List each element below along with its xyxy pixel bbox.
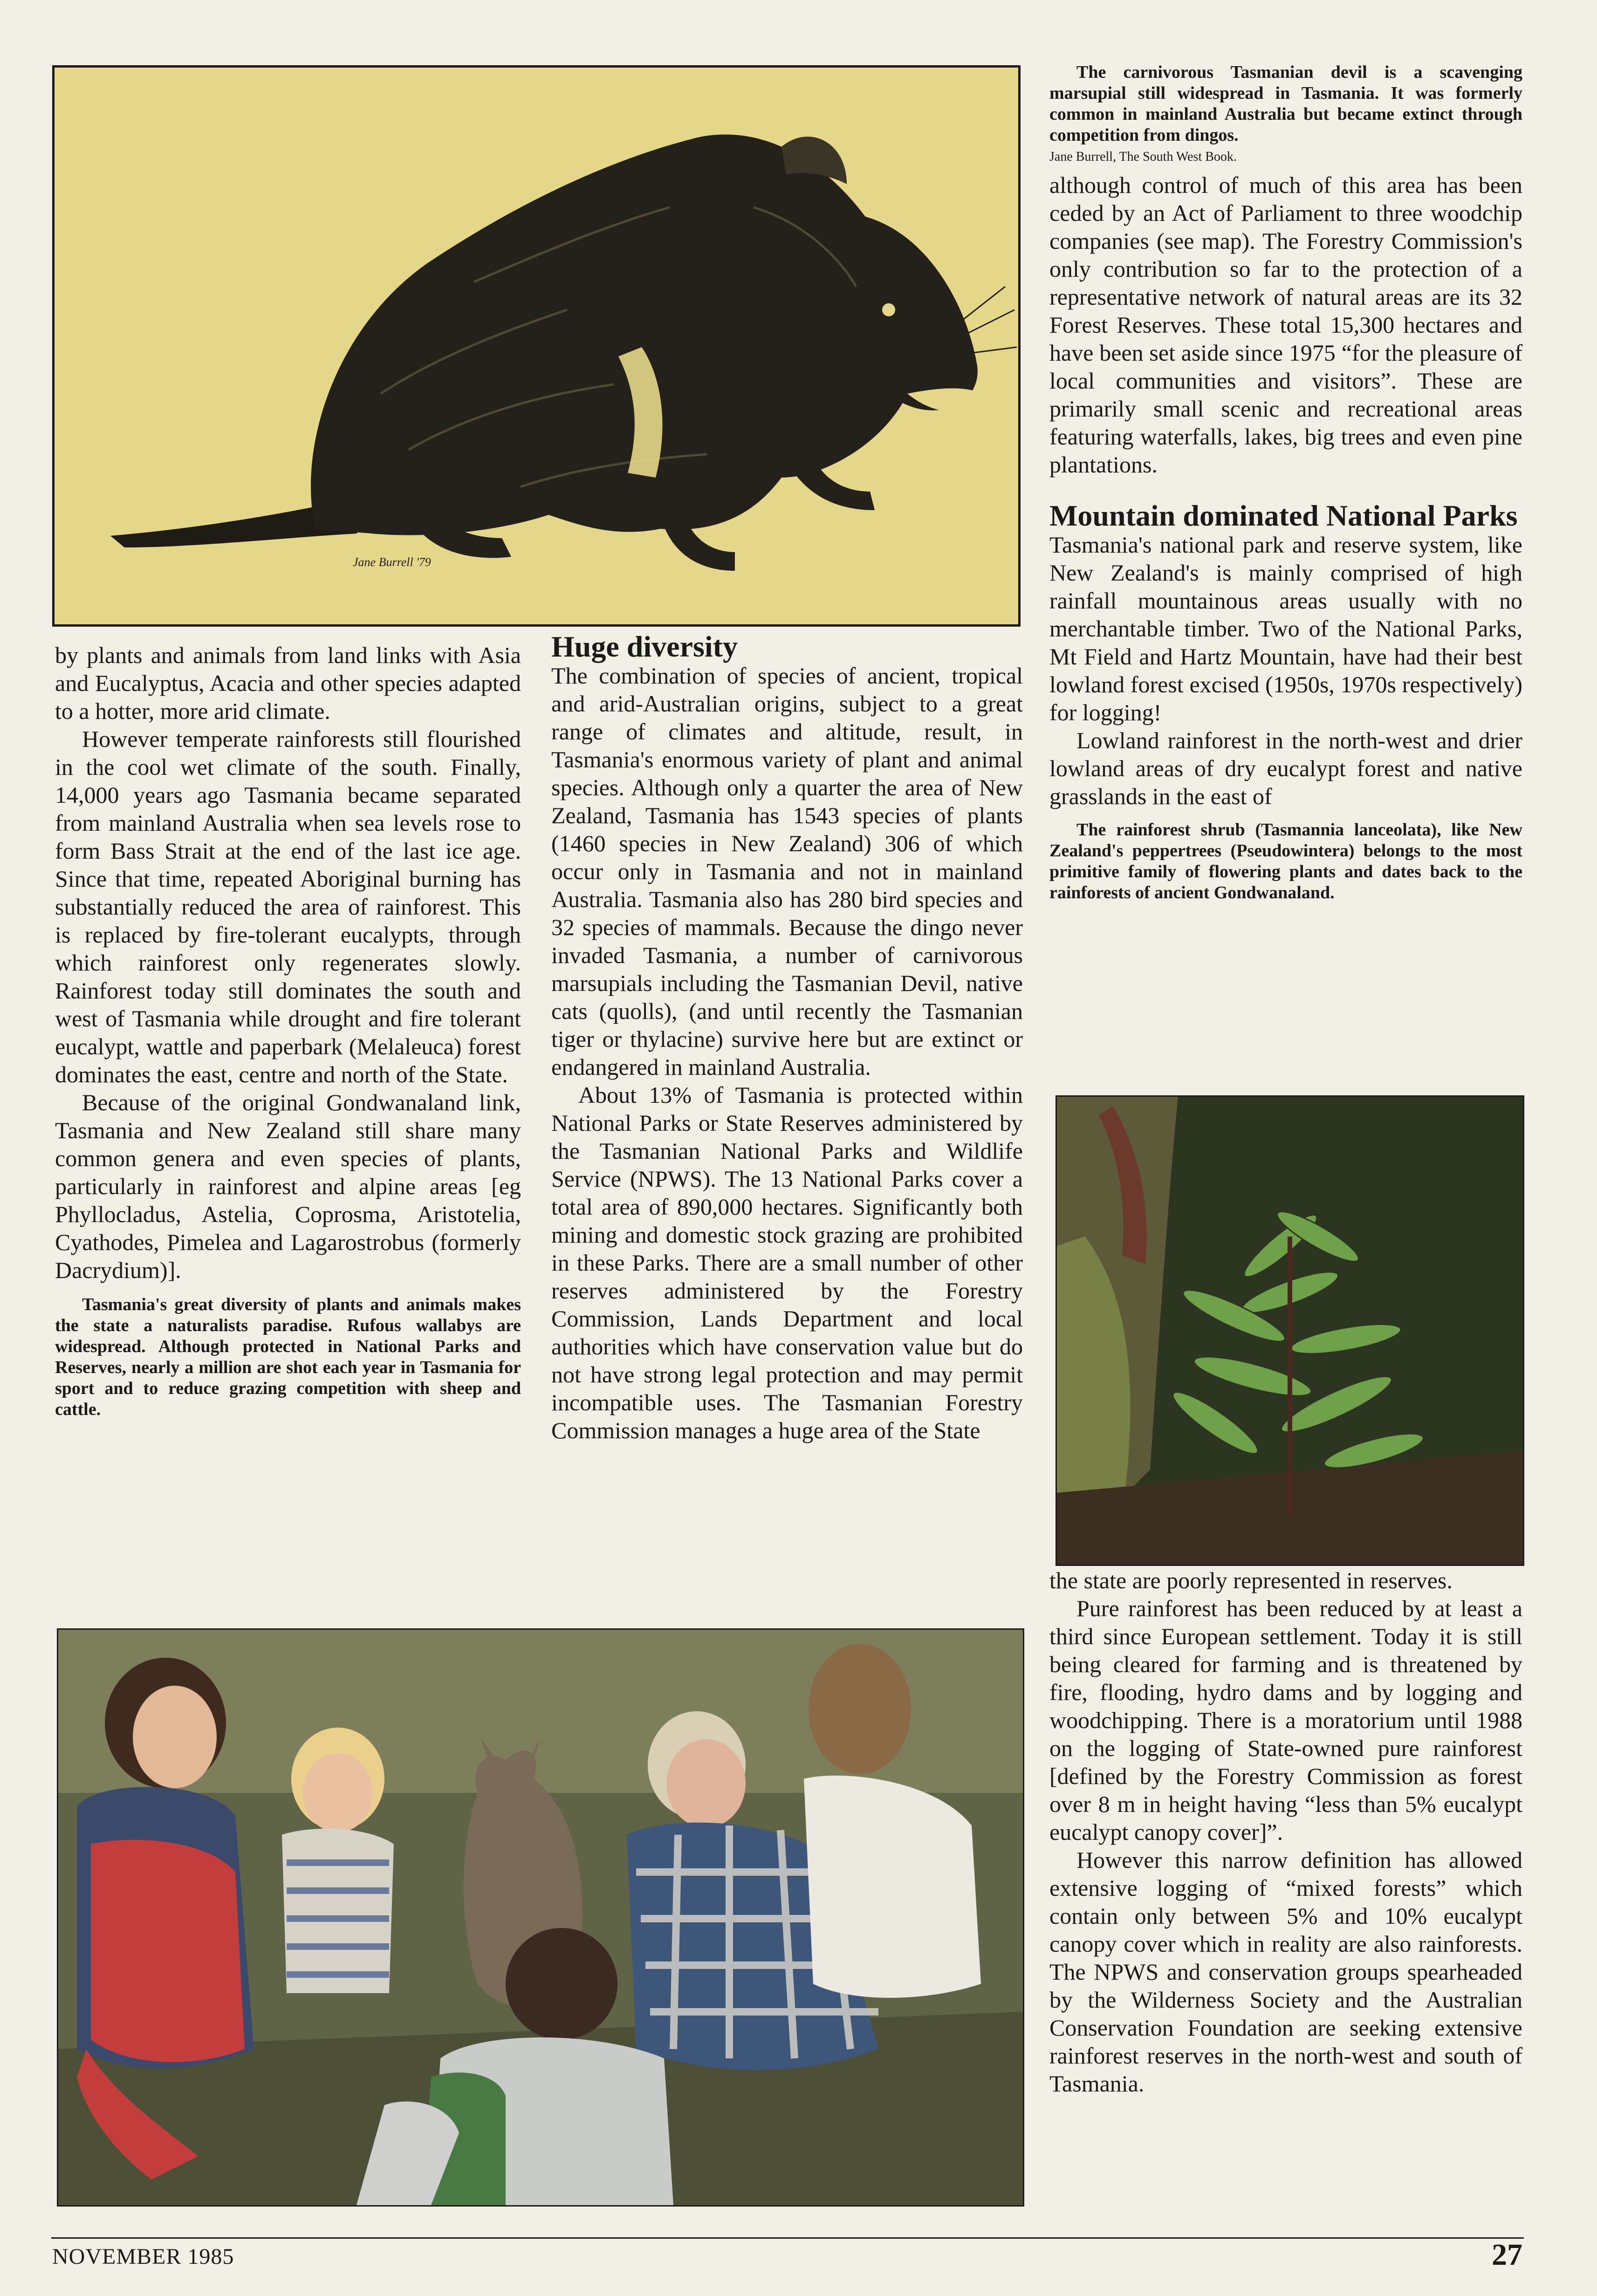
column-one	[55, 641, 521, 1420]
tasmanian-devil-illustration	[52, 65, 1021, 627]
col2-paragraph-2: About 13% of Tasmania is protected within National Parks or State Reserves administered by the Tasmanian National Parks and Wildlife Service (NPWS). The 13 National Parks cover a total area of 890,000 hectares. Significantly both mining and domestic stock grazing are prohibited in these Parks. There are a small number of other reserves administered by the Forestry Commission, Lands Department and local authorities which have conservation value but do not have strong legal protection and may permit incompatible uses. The Tasmanian Forestry Commission manages a huge area of the State	[551, 1082, 1023, 1443]
column-three	[1049, 62, 1522, 903]
col2-paragraph-1: The combination of species of ancient, tropical and arid-Australian origins, subject to a great range of climates and altitude, result, in Tasmania's enormous variety of plant and animal species. Although only a quarter the area of New Zealand, Tasmania has 1543 species of plants (1460 species in New Zealand) 306 of which occur only in Tasmania and not in mainland Australia. Tasmania also has 280 bird species and 32 species of mammals. Because the dingo never invaded Tasmania, a number of carnivorous marsupials including the Tasmanian Devil, native cats (quolls), (and until recently the Tasmanian tiger or thylacine) survive here but are extinct or endangered in mainland Australia.	[551, 663, 1023, 1080]
col3-paragraph-6: However this narrow definition has allowed extensive logging of “mixed forests” which contain only between 5% and 10% eucalypt canopy cover which in reality are also rainforests. The NPWS and conservation groups spearheaded by the Wilderness Society and the Australian Conservation Foundation are seeking extensive rainforest reserves in the north-west and south of Tasmania.	[1049, 1847, 1522, 2097]
page-number: 27	[1492, 2238, 1522, 2272]
shrub-caption: The rainforest shrub (Tasmannia lanceolata), like New Zealand's peppertrees (Pseudowintera) belongs to the most primitive family of flowering plants and dates back to the rainforests of ancient Gondwanaland.	[1049, 820, 1522, 902]
col3-paragraph-3: Lowland rainforest in the north-west and drier lowland areas of dry eucalypt forest and native grasslands in the east of	[1049, 727, 1522, 809]
column-three-continued	[1049, 1566, 1522, 2098]
devil-caption: The carnivorous Tasmanian devil is a scavenging marsupial still widespread in Tasmania. It was formerly common in mainland Australia but became extinct through competition from dingos.	[1049, 62, 1522, 145]
rainforest-shrub-photo	[1056, 1095, 1524, 1566]
col3-paragraph-2: Tasmania's national park and reserve system, like New Zealand's is mainly comprised of high rainfall mountainous areas usually with no merchantable timber. Two of the National Parks, Mt Field and Hartz Mountain, have had their best lowland forest excised (1950s, 1970s respectively) for logging!	[1049, 532, 1522, 725]
family-with-wallaby-photo	[57, 1628, 1024, 2207]
column-two	[551, 632, 1023, 1444]
heading-mountain-dominated-national-parks: Mountain dominated National Parks	[1049, 499, 1518, 532]
wallaby-caption: Tasmania's great diversity of plants and animals makes the state a naturalists paradise. Rufous wallabys are widespread. Although protected in National Parks and Reserves, nearly a million are shot each year in Tasmania for sport and to reduce grazing competition with sheep and cattle.	[55, 1295, 521, 1419]
heading-huge-diversity: Huge diversity	[551, 630, 738, 663]
col1-paragraph-1: by plants and animals from land links with Asia and Eucalyptus, Acacia and other species adapted to a hotter, more arid climate.	[55, 642, 521, 724]
artist-signature: Jane Burrell '79	[353, 555, 431, 569]
col1-paragraph-2: However temperate rainforests still flourished in the cool wet climate of the south. Finally, 14,000 years ago Tasmania became separated from mainland Australia when sea levels rose to form Bass Strait at the end of the last ice age. Since that time, repeated Aboriginal burning has substantially reduced the area of rainforest. This is replaced by fire-tolerant eucalypts, through which rainforest only regenerates slowly. Rainforest today still dominates the south and west of Tasmania while drought and fire tolerant eucalypt, wattle and paperbark (Melaleuca) forest dominates the east, centre and north of the State.	[55, 726, 521, 1087]
devil-illustration-credit: Jane Burrell, The South West Book.	[1049, 150, 1237, 164]
col1-paragraph-3: Because of the original Gondwanaland link, Tasmania and New Zealand still share many common genera and even species of plants, particularly in rainforest and alpine areas [eg Phyllocladus, Astelia, Coprosma, Aristotelia, Cyathodes, Pimelea and Lagarostrobus (formerly Dacrydium)].	[55, 1089, 521, 1283]
footer-rule	[51, 2237, 1524, 2239]
col3-paragraph-4: the state are poorly represented in reserves.	[1049, 1567, 1453, 1593]
col3-paragraph-1: although control of much of this area has been ceded by an Act of Parliament to three woodchip companies (see map). The Forestry Commission's only contribution so far to the protection of a representative network of natural areas are its 32 Forest Reserves. These total 15,300 hectares and have been set aside since 1975 “for the pleasure of local communities and visitors”. These are primarily small scenic and recreational areas featuring waterfalls, lakes, big trees and even pine plantations.	[1049, 172, 1522, 478]
footer-issue-date: NOVEMBER 1985	[52, 2244, 234, 2269]
col3-paragraph-5: Pure rainforest has been reduced by at least a third since European settlement. Today it is still being cleared for farming and is threatened by fire, flooding, hydro dams and by logging and woodchipping. There is a moratorium until 1988 on the logging of State-owned pure rainforest [defined by the Forestry Commission as forest over 8 m in height having “less than 5% eucalypt eucalypt canopy cover]”.	[1049, 1595, 1522, 1845]
